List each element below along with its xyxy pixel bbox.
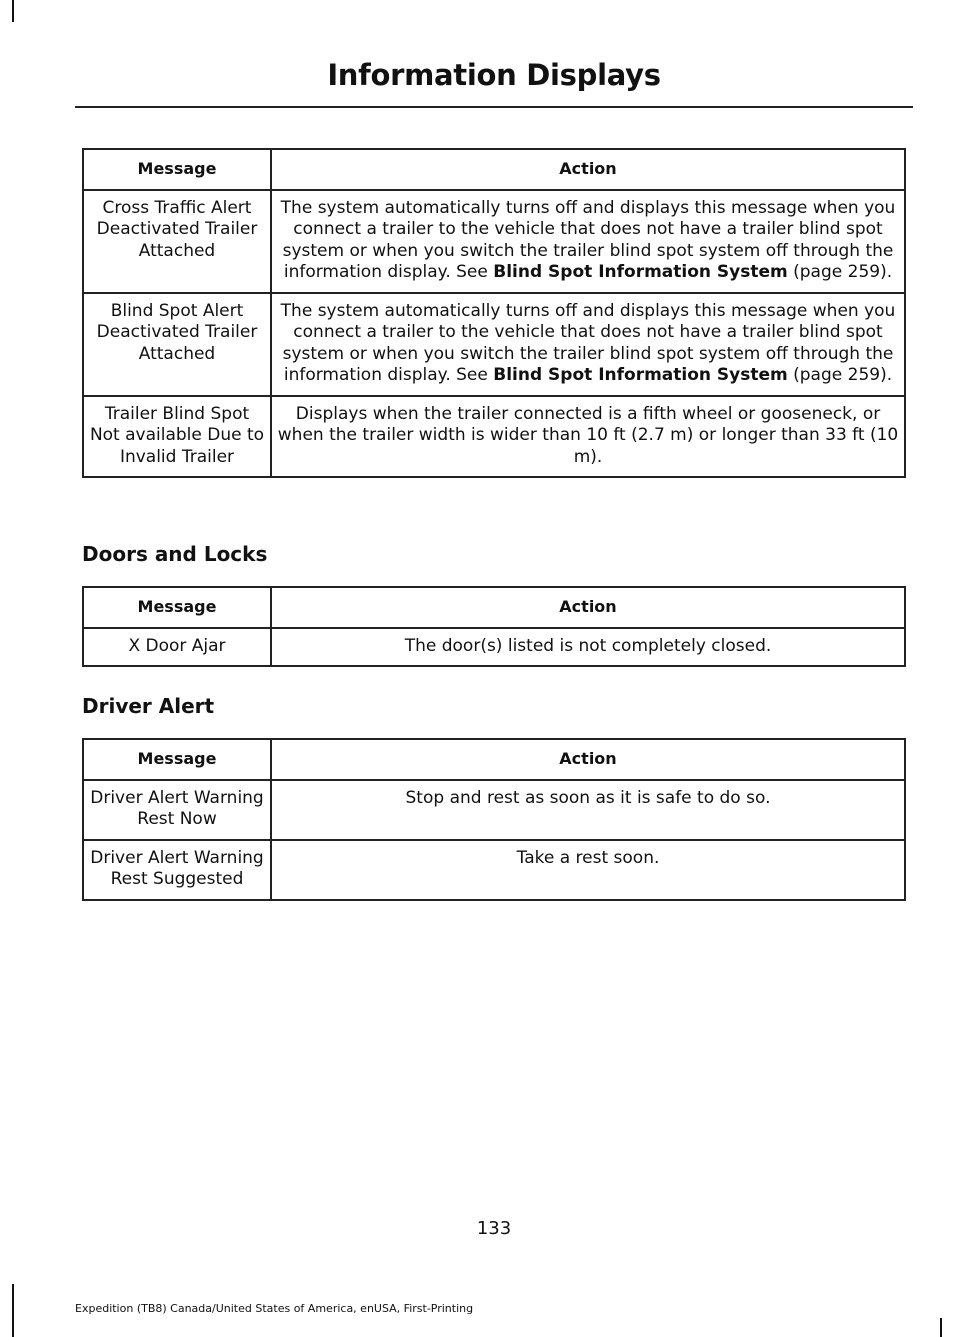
table-header-row [83, 739, 905, 780]
action-text: The system automatically turns off and displays this message when you connect a trailer to the vehicle that does not have a trailer blind spot system or when you switch the trailer blind spot system off through the information display. See [280, 197, 896, 282]
crop-mark-top-left [12, 0, 14, 22]
message-cell: Blind Spot Alert Deactivated Trailer Attached [83, 293, 271, 396]
page-reference: (page 259). [787, 262, 893, 282]
table-row [83, 628, 905, 667]
action-cell [271, 293, 905, 396]
cross-reference-link[interactable]: Blind Spot Information System [493, 262, 788, 282]
column-header-action: Action [271, 739, 905, 780]
cross-reference-link[interactable]: Blind Spot Information System [493, 365, 788, 385]
table-row [83, 396, 905, 478]
crop-mark-bottom-right [940, 1318, 942, 1337]
column-header-message: Message [83, 739, 271, 780]
column-header-action: Action [271, 149, 905, 190]
table-row [83, 840, 905, 900]
crop-mark-bottom-left [12, 1284, 14, 1337]
table-row [83, 190, 905, 293]
trailer-message-table [82, 148, 906, 478]
header-divider [75, 106, 913, 108]
edition-footer: Expedition (TB8) Canada/United States of America, enUSA, First-Printing [75, 1302, 474, 1315]
table-row [83, 780, 905, 840]
action-cell: The door(s) listed is not completely closed. [271, 628, 905, 667]
column-header-message: Message [83, 587, 271, 628]
table-header-row [83, 149, 905, 190]
page-number: 133 [476, 1218, 512, 1239]
doors-message-table [82, 586, 906, 667]
action-cell: Take a rest soon. [271, 840, 905, 900]
section-heading-doors: Doors and Locks [82, 542, 268, 566]
driver-alert-message-table [82, 738, 906, 901]
section-heading-driver-alert: Driver Alert [82, 694, 215, 718]
table-row [83, 293, 905, 396]
message-cell: Trailer Blind Spot Not available Due to Invalid Trailer [83, 396, 271, 478]
message-cell: Cross Traffic Alert Deactivated Trailer Attached [83, 190, 271, 293]
action-cell: Displays when the trailer connected is a fifth wheel or gooseneck, or when the trailer width is wider than 10 ft (2.7 m) or longer than 33 ft (10 m). [271, 396, 905, 478]
column-header-action: Action [271, 587, 905, 628]
action-text: The system automatically turns off and displays this message when you connect a trailer to the vehicle that does not have a trailer blind spot system or when you switch the trailer blind spot system off through the information display. See [280, 300, 896, 385]
action-cell [271, 190, 905, 293]
table-header-row [83, 587, 905, 628]
column-header-message: Message [83, 149, 271, 190]
page-reference: (page 259). [787, 365, 893, 385]
action-cell: Stop and rest as soon as it is safe to do so. [271, 780, 905, 840]
message-cell: X Door Ajar [83, 628, 271, 667]
message-cell: Driver Alert Warning Rest Now [83, 780, 271, 840]
message-cell: Driver Alert Warning Rest Suggested [83, 840, 271, 900]
page-title: Information Displays [327, 58, 661, 92]
